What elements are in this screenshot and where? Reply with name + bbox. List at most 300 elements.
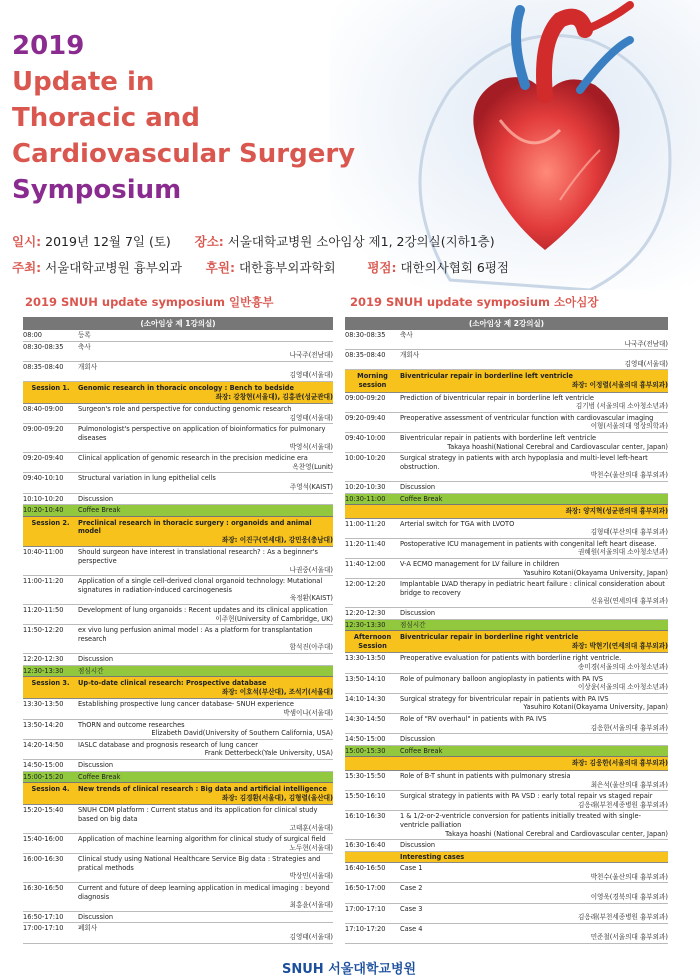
row-title: 폐회사 [78, 924, 98, 933]
session-chair: 좌장: 이호석(부산대), 조석기(서울대) [222, 687, 333, 696]
row-speaker: 이상윤(서울의대 소아청소년과) [577, 683, 668, 692]
session-content [400, 370, 668, 391]
schedule-row [345, 904, 668, 924]
title-line-4: Cardiovascular Surgery [12, 139, 356, 169]
schedule-row [345, 393, 668, 413]
break-time: 12:30-13:30 [345, 620, 386, 629]
host-label: 주최: [12, 260, 42, 275]
schedule-row [345, 482, 668, 494]
row-time: 14:10-14:30 [345, 694, 386, 703]
schedule-row [345, 734, 668, 746]
row-time: 16:30-16:40 [345, 841, 386, 850]
row-title: Implantable LVAD therapy in pediatric heart failure : clinical consideration about bridge to recovery [400, 580, 665, 597]
row-speaker: Yasuhiro Kotani(Okayama University, Japan) [523, 568, 668, 577]
row-title: Discussion [78, 655, 114, 663]
schedule-row [345, 330, 668, 350]
session-content [400, 757, 668, 770]
schedule-row [345, 539, 668, 559]
row-time: 09:40-10:10 [23, 474, 64, 483]
row-time: 09:20-09:40 [23, 454, 64, 463]
session-chair: 좌장: 이진구(연세대), 강민웅(충남대) [222, 535, 333, 544]
schedule-row [345, 694, 668, 714]
session-content [78, 677, 333, 698]
row-content [400, 841, 668, 850]
session-header [345, 370, 668, 392]
row-speaker: 권혜원(서울의대 소아청소년과) [577, 548, 668, 557]
row-title: Application of machine learning algorithm for clinical study of surgical field [78, 835, 326, 844]
row-speaker: 고태훈(서울대) [289, 823, 333, 832]
row-time: 08:30-08:35 [23, 342, 64, 351]
session-title: Preclinical research in thoracic surgery : organoids and animal model [78, 518, 312, 536]
row-title: Discussion [78, 912, 114, 921]
row-time: 11:40-12:00 [345, 560, 386, 569]
schedule-row [23, 453, 333, 473]
schedule-row [345, 674, 668, 694]
row-content [400, 735, 668, 744]
row-content [78, 913, 333, 922]
row-time: 16:00-16:30 [23, 855, 64, 864]
schedule-row [345, 791, 668, 811]
left-room-header: (소아임상 제 1강의실) [23, 317, 333, 330]
schedule-row [23, 912, 333, 924]
session-label-empty [345, 757, 400, 770]
session-chair: 좌장: 이정렬(서울의대 흉부외과) [571, 380, 668, 389]
row-time: 09:00-09:20 [23, 425, 64, 434]
row-content [400, 454, 668, 480]
schedule-row [345, 608, 668, 620]
session-title: Biventricular repair in borderline right ventricle [400, 633, 579, 642]
row-title: IASLC database and prognosis research of lung cancer [78, 740, 258, 749]
row-content [78, 495, 333, 504]
row-time: 08:35-08:40 [23, 362, 64, 371]
row-speaker: 김형태(부산의대 흉부외과) [590, 528, 668, 537]
row-speaker: 최은석(울산의대 흉부외과) [590, 780, 668, 789]
schedule-row [345, 433, 668, 453]
session-chair: 좌장: 김웅한(서울의대 흉부외과) [571, 759, 668, 768]
row-content [400, 925, 668, 942]
break-time: 10:30-11:00 [345, 494, 386, 503]
row-title: 1 & 1/2-or-2-ventricle conversion for patients initially treated with single-ventricle palliation [400, 812, 641, 829]
row-content [78, 721, 333, 738]
title-line-2: Update in [12, 67, 155, 97]
row-title: Discussion [400, 482, 436, 491]
row-time: 11:50-12:20 [23, 626, 64, 635]
row-time: 13:50-14:10 [345, 674, 386, 683]
schedule-row [345, 883, 668, 903]
row-time: 12:20-12:30 [23, 655, 64, 663]
schedule-row [345, 771, 668, 791]
row-title: Application of a single cell-derived clonal organoid technology: Mutational signatures in radiation-induced carcinogenesis [78, 577, 323, 594]
row-content [78, 806, 333, 832]
row-content [400, 434, 668, 451]
row-time: 17:00-17:10 [345, 904, 386, 913]
row-title: ex vivo lung perfusion animal model : As a platform for transplantation research [78, 626, 313, 643]
row-title: Clinical application of genomic research in the precision medicine era [78, 454, 308, 463]
schedule-row [345, 811, 668, 840]
row-content [400, 394, 668, 411]
date-value: 2019년 12월 7일 (토) [45, 234, 171, 249]
row-time: 16:30-16:50 [23, 884, 64, 893]
session-title: Up-to-date clinical research: Prospective database [78, 679, 267, 688]
row-time: 09:00-09:20 [345, 393, 386, 402]
row-content [400, 792, 668, 809]
row-content [78, 343, 333, 360]
schedule-row [23, 330, 333, 342]
break-row [345, 494, 668, 506]
schedule-row [23, 654, 333, 666]
row-content [400, 580, 668, 606]
title-year: 2019 [12, 31, 85, 61]
row-speaker: 민준철(서울의대 흉부외과) [590, 933, 668, 942]
row-time: 14:50-15:00 [345, 735, 386, 744]
row-speaker: 박상민(서울대) [289, 872, 333, 881]
row-title: Surgical strategy in patients with arch hypoplasia and multi-level left-heart obstruction. [400, 454, 648, 471]
row-title: Case 1 [400, 864, 423, 873]
session-label: Session 2. [31, 518, 70, 527]
row-content [400, 675, 668, 692]
row-time: 12:20-12:30 [345, 609, 386, 618]
schedule-row [345, 653, 668, 673]
row-time: 15:50-16:10 [345, 792, 386, 801]
row-content [400, 540, 668, 557]
rating-label: 평점: [367, 260, 397, 275]
row-time: 11:00-11:20 [23, 577, 64, 586]
info-line-1 [12, 232, 495, 250]
row-content [400, 520, 668, 537]
row-title: Case 4 [400, 924, 423, 933]
row-title: Surgical strategy for biventricular repair in patients with PA IVS [400, 694, 609, 703]
session-label: Afternoon Session [353, 633, 392, 650]
row-time: 09:20-09:40 [345, 413, 386, 422]
row-title: Role of pulmonary balloon angioplasty in patients with PA IVS [400, 674, 603, 683]
place-value: 서울대학교병원 소아임상 제1, 2강의실(지하1층) [227, 234, 495, 249]
sponsor-label: 후원: [205, 260, 235, 275]
schedule-row [23, 547, 333, 576]
row-title: Clinical study using National Healthcare Service Big data : Strategies and pratical methods [78, 855, 321, 872]
row-content [78, 884, 333, 910]
info-line-2 [12, 258, 509, 276]
row-time: 08:40-09:00 [23, 405, 64, 414]
row-speaker: 육정환(KAIST) [289, 594, 333, 603]
row-speaker: 이형(서울의대 영상의학과) [590, 422, 668, 431]
row-speaker: Frank Detterbeck(Yale University, USA) [204, 749, 333, 758]
session-label: Session 3. [31, 679, 70, 688]
schedule-row [23, 362, 333, 382]
row-speaker: 주영석(KAIST) [289, 482, 333, 491]
row-content [400, 715, 668, 732]
snuh-logo: SNUH 서울대학교병원 [282, 962, 417, 976]
row-content [400, 905, 668, 922]
row-time: 14:30-14:50 [345, 714, 386, 723]
row-speaker: Elizabeth David(University of Southern California, USA) [151, 729, 333, 738]
row-title: Discussion [400, 735, 436, 744]
left-program-table [23, 317, 333, 944]
break-time: 15:00-15:30 [345, 746, 386, 755]
row-title: Arterial switch for TGA with LVOTO [400, 519, 515, 528]
row-content [78, 700, 333, 717]
row-title: Prediction of biventricular repair in borderline left ventricle [400, 393, 594, 402]
row-content [78, 855, 333, 881]
row-time: 08:35-08:40 [345, 351, 386, 360]
schedule-row [345, 413, 668, 433]
session-header [23, 677, 333, 699]
row-time: 14:20-14:50 [23, 740, 64, 749]
session-header [345, 631, 668, 653]
right-program-table [345, 317, 668, 944]
session-content [400, 505, 668, 518]
row-title: 축사 [78, 342, 91, 351]
row-content [400, 331, 668, 348]
session-header [23, 517, 333, 548]
place-label: 장소: [194, 234, 224, 249]
row-speaker: 노두현(서울대) [289, 843, 333, 852]
row-time: 16:50-17:10 [23, 912, 64, 921]
title-line-5: Symposium [12, 175, 182, 205]
row-time: 17:10-17:20 [345, 924, 386, 933]
break-row [23, 666, 333, 678]
schedule-row [23, 854, 333, 883]
row-title: V-A ECMO management for LV failure in children [400, 560, 560, 569]
row-speaker: 박천수(울산의대 흉부외과) [590, 471, 668, 480]
session-chair-bar [345, 757, 668, 771]
row-time: 16:40-16:50 [345, 864, 386, 873]
schedule-row [23, 760, 333, 772]
row-time: 16:50-17:00 [345, 884, 386, 893]
row-speaker: 김영태(서울대) [289, 933, 333, 942]
interesting-cases-bar: Interesting cases [345, 852, 668, 864]
row-time: 11:20-11:50 [23, 606, 64, 615]
row-speaker: 나국주(전남대) [624, 339, 668, 348]
break-label: Coffee Break [78, 772, 121, 781]
row-title: Discussion [78, 760, 114, 769]
row-time: 10:20-10:30 [345, 482, 386, 491]
row-speaker: 박샘이나(서울대) [283, 708, 333, 717]
session-label: Session 4. [31, 785, 70, 794]
row-content [78, 454, 333, 471]
session-header [23, 382, 333, 404]
row-speaker: 옥찬영(Lunit) [292, 462, 333, 471]
row-time: 10:40-11:00 [23, 548, 64, 557]
row-content [400, 560, 668, 577]
session-content [78, 517, 333, 547]
row-speaker: 이주현(University of Cambridge, UK) [215, 614, 333, 623]
schedule-row [23, 342, 333, 362]
row-content [400, 483, 668, 492]
row-speaker: 이영욱(경북의대 흉부외과) [590, 893, 668, 902]
row-content [78, 626, 333, 652]
row-title: Establishing prospective lung cancer database- SNUH experience [78, 700, 294, 709]
row-content [400, 864, 668, 881]
row-content [78, 761, 333, 770]
row-title: Biventricular repair in patients with borderline left ventricle [400, 433, 597, 442]
row-speaker: 김영태(서울대) [289, 413, 333, 422]
session-title: Biventricular repair in borderline left ventricle [400, 372, 573, 381]
symposium-title [12, 28, 355, 208]
row-content [78, 741, 333, 758]
break-label: 점심시간 [78, 666, 104, 675]
session-title: Genomic research in thoracic oncology : Bench to bedside [78, 383, 294, 392]
schedule-row [23, 883, 333, 912]
schedule-row [23, 424, 333, 453]
row-title: Role of B-T shunt in patients with pulmonary stresia [400, 771, 571, 780]
break-label: Coffee Break [78, 506, 121, 515]
schedule-row [23, 923, 333, 943]
row-title: Surgeon's role and perspective for conducting genomic research [78, 405, 292, 414]
row-content [400, 351, 668, 368]
row-speaker: 박천수(울산의대 흉부외과) [590, 872, 668, 881]
row-time: 13:50-14:20 [23, 720, 64, 729]
schedule-row [23, 404, 333, 424]
row-speaker: 김응래(부천세종병원 흉부외과) [577, 800, 668, 809]
row-time: 10:10-10:20 [23, 494, 64, 503]
session-content [400, 631, 668, 652]
row-title: 개회사 [400, 351, 420, 360]
schedule-row [345, 714, 668, 734]
break-row [23, 505, 333, 517]
row-content [78, 606, 333, 623]
break-time: 15:00-15:20 [23, 772, 64, 781]
host-value: 서울대학교병원 흉부외과 [45, 260, 182, 275]
row-speaker: Takaya hoashi(National Cerebral and Cardiovascular center, Japan) [447, 442, 668, 451]
row-time: 17:00-17:10 [23, 924, 64, 933]
row-title: 개회사 [78, 362, 98, 371]
row-time: 09:40-10:00 [345, 433, 386, 442]
row-title: Development of lung organoids : Recent updates and its clinical application [78, 606, 328, 615]
left-program-title: 2019 SNUH update symposium 일반흉부 [25, 295, 274, 309]
row-content [400, 695, 668, 712]
schedule-row [23, 834, 333, 854]
schedule-row [345, 924, 668, 944]
session-label-empty [345, 505, 400, 518]
row-content [400, 609, 668, 618]
row-title: Preoperative assessment of ventricular function with cardiovascular imaging [400, 413, 654, 422]
session-label: Session 1. [31, 383, 70, 392]
row-speaker: Yasuhiro Kotani(Okayama University, Japan) [523, 703, 668, 712]
schedule-row [345, 840, 668, 852]
schedule-row [345, 559, 668, 579]
right-program-title: 2019 SNUH update symposium 소아심장 [350, 295, 599, 309]
schedule-row [23, 720, 333, 740]
break-row [345, 620, 668, 632]
row-content [78, 363, 333, 380]
row-speaker: 나권중(서울대) [289, 565, 333, 574]
row-content [78, 405, 333, 422]
row-time: 11:00-11:20 [345, 519, 386, 528]
row-content [78, 577, 333, 603]
schedule-row [345, 863, 668, 883]
row-content [78, 474, 333, 491]
row-title: 축사 [400, 331, 413, 339]
schedule-row [23, 625, 333, 654]
break-label: 점심시간 [400, 620, 426, 629]
row-time: 12:00-12:20 [345, 580, 386, 589]
row-content [78, 548, 333, 574]
row-title: Discussion [400, 841, 436, 850]
schedule-row [23, 699, 333, 719]
session-chair: 좌장: 박현기(연세의대 흉부외과) [571, 641, 668, 650]
row-title: 등록 [78, 331, 91, 339]
break-label: Coffee Break [400, 746, 443, 755]
session-label: Morning session [357, 372, 388, 389]
row-speaker: 김응한(서울의대 흉부외과) [590, 723, 668, 732]
schedule-row [345, 453, 668, 482]
row-content [400, 884, 668, 901]
row-speaker: 송미경(서울의대 소아청소년과) [577, 663, 668, 671]
row-title: Surgical strategy in patients with PA VSD : early total repair vs staged repair [400, 792, 653, 801]
schedule-row [345, 519, 668, 539]
row-title: Preoperative evaluation for patients with borderline right ventricle. [400, 654, 622, 663]
row-content [400, 654, 668, 671]
row-content [78, 835, 333, 852]
row-speaker: 김영태(서울대) [624, 359, 668, 368]
row-speaker: Takaya hoashi (National Cerebral and Cardiovascular center, Japan) [445, 829, 668, 838]
row-title: Case 3 [400, 904, 423, 913]
break-label: Coffee Break [400, 494, 443, 503]
row-time: 14:50-15:00 [23, 760, 64, 769]
row-title: SNUH CDM platform : Current status and its application for clinical study based on big data [78, 806, 318, 823]
schedule-row [345, 579, 668, 608]
row-content [78, 331, 333, 340]
row-content [400, 812, 668, 838]
schedule-row [23, 805, 333, 834]
row-time: 15:40-16:00 [23, 835, 64, 844]
session-title: New trends of clinical research : Big data and artificial intelligence [78, 785, 327, 794]
row-content [78, 425, 333, 451]
row-time: 08:30-08:35 [345, 331, 386, 339]
session-chair: 좌장: 강창현(서울대), 김홍관(성균관대) [215, 392, 333, 401]
session-chair: 좌장: 김경환(서울대), 김형렬(울산대) [222, 793, 333, 802]
row-speaker: 신유림(연세의대 흉부외과) [590, 597, 668, 606]
sponsor-value: 대한흉부외과학회 [238, 260, 336, 275]
row-title: Discussion [400, 609, 436, 618]
row-content [400, 414, 668, 431]
session-chair: 좌장: 양지혁(성균관의대 흉부외과) [565, 507, 668, 516]
break-row [345, 746, 668, 758]
row-title: Current and future of deep learning application in medical imaging : beyond diagnosis [78, 884, 330, 901]
session-content [78, 783, 333, 804]
row-time: 10:00-10:20 [345, 454, 386, 463]
title-line-3: Thoracic and [12, 103, 200, 133]
date-label: 일시: [12, 234, 42, 249]
row-speaker: 함석진(아주대) [289, 643, 333, 652]
row-content [78, 924, 333, 941]
schedule-row [345, 350, 668, 370]
row-time: 11:20-11:40 [345, 539, 386, 548]
row-title: Role of "RV overhaul" in patients with PA IVS [400, 714, 547, 723]
row-time: 13:30-13:50 [345, 654, 386, 663]
schedule-row [23, 576, 333, 605]
row-content [78, 655, 333, 664]
row-title: Postoperative ICU management in patients with congenital left heart disease. [400, 539, 657, 548]
row-time: 13:30-13:50 [23, 700, 64, 709]
row-title: Case 2 [400, 884, 423, 893]
row-speaker: 박영식(서울대) [289, 442, 333, 451]
row-content [400, 772, 668, 789]
break-row [23, 772, 333, 784]
row-title: ThORN and outcome researches [78, 720, 185, 729]
schedule-row [23, 605, 333, 625]
schedule-row [23, 740, 333, 760]
row-speaker: 김영태(서울대) [289, 371, 333, 380]
break-time: 12:30-13:30 [23, 666, 64, 675]
session-header [23, 783, 333, 805]
row-speaker: 나국주(전남대) [289, 351, 333, 360]
row-title: Discussion [78, 494, 114, 503]
session-content [78, 382, 333, 403]
rating-value: 대한의사협회 6평점 [400, 260, 510, 275]
row-time: 15:30-15:50 [345, 771, 386, 780]
schedule-row [23, 473, 333, 493]
